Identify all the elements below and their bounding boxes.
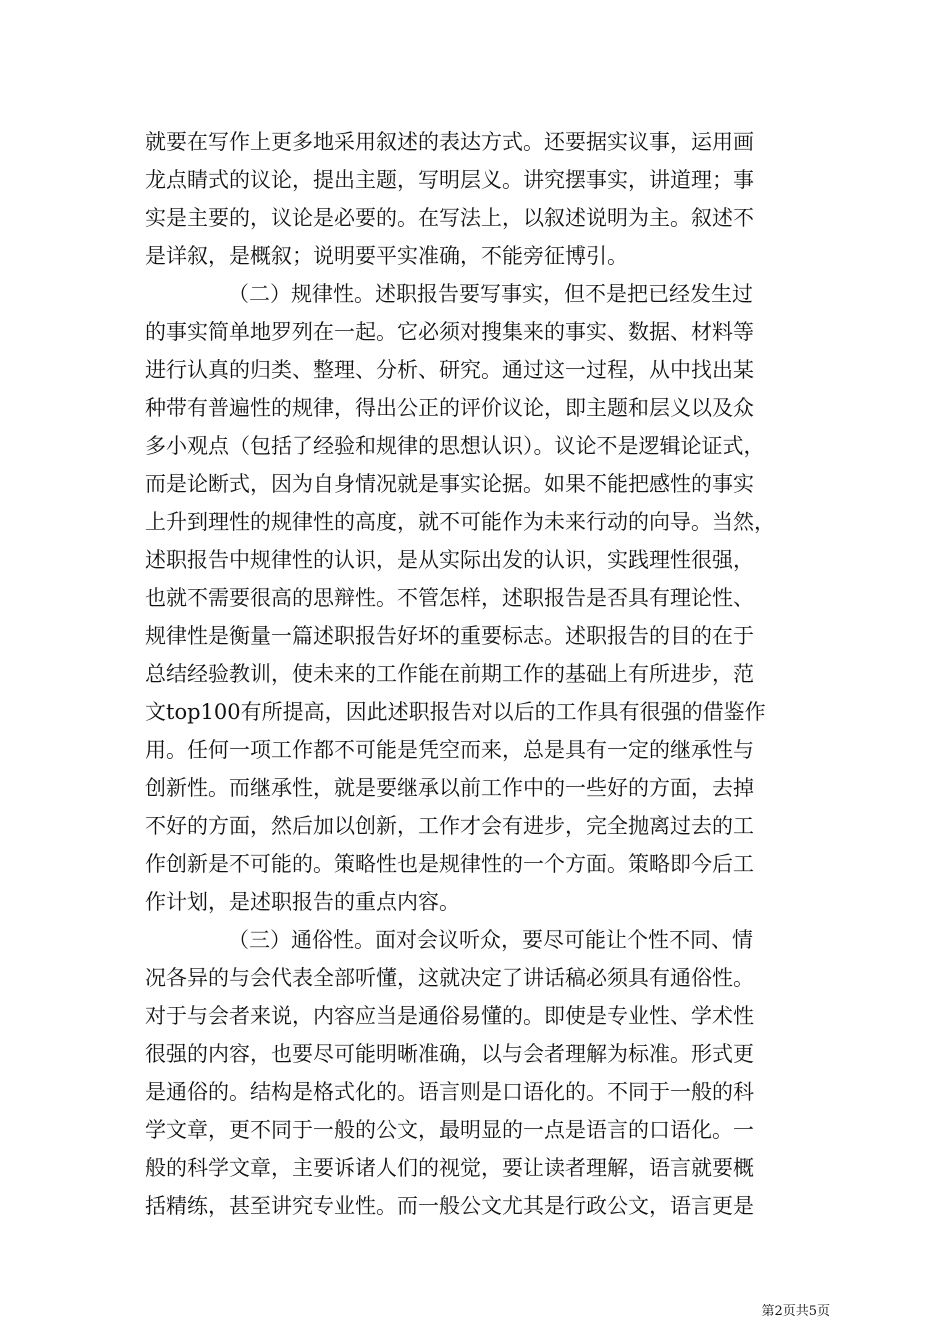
text-line: 不好的方面，然后加以创新，工作才会有进步，完全抛离过去的工: [145, 814, 754, 838]
text-line: 况各异的与会代表全部听懂，这就决定了讲话稿必须具有通俗性。: [145, 966, 754, 990]
text-line: 对于与会者来说，内容应当是通俗易懂的。即使是专业性、学术性: [145, 1004, 754, 1028]
text-line: 多小观点（包括了经验和规律的思想认识）。议论不是逻辑论证式，: [145, 434, 765, 458]
text-line: 种带有普遍性的规律，得出公正的评价议论，即主题和层义以及众: [145, 396, 754, 420]
text-line: （二）规律性。述职报告要写事实，但不是把已经发生过: [228, 282, 753, 306]
page-footer: 第2页共5页: [761, 1304, 830, 1319]
text-line: 作创新是不可能的。策略性也是规律性的一个方面。策略即今后工: [145, 852, 754, 876]
text-line: 实是主要的，议论是必要的。在写法上，以叙述说明为主。叙述不: [145, 206, 754, 230]
text-line: 的事实简单地罗列在一起。它必须对搜集来的事实、数据、材料等: [145, 320, 754, 344]
text-line: 规律性是衡量一篇述职报告好坏的重要标志。述职报告的目的在于: [145, 624, 754, 648]
text-line: 龙点睛式的议论，提出主题，写明层义。讲究摆事实，讲道理；事: [145, 168, 754, 192]
text-line: 是详叙，是概叙；说明要平实准确，不能旁征博引。: [145, 244, 628, 268]
text-line: 上升到理性的规律性的高度，就不可能作为未来行动的向导。当然，: [145, 510, 775, 534]
text-line: 用。任何一项工作都不可能是凭空而来，总是具有一定的继承性与: [145, 738, 754, 762]
text-line: 总结经验教训，使未来的工作能在前期工作的基础上有所进步，范: [145, 662, 754, 686]
text-line: 学文章，更不同于一般的公文，最明显的一点是语言的口语化。一: [145, 1118, 754, 1142]
text-line: 括精练，甚至讲究专业性。而一般公文尤其是行政公文，语言更是: [145, 1194, 754, 1218]
text-line: 文top100有所提高，因此述职报告对以后的工作具有很强的借鉴作: [145, 700, 766, 724]
text-line: 很强的内容，也要尽可能明晰准确，以与会者理解为标准。形式更: [145, 1042, 754, 1066]
text-line: 述职报告中规律性的认识，是从实际出发的认识，实践理性很强，: [145, 548, 754, 572]
text-line: 进行认真的归类、整理、分析、研究。通过这一过程，从中找出某: [145, 358, 754, 382]
text-line: 般的科学文章，主要诉诸人们的视觉，要让读者理解，语言就要概: [145, 1156, 754, 1180]
text-line: 作计划，是述职报告的重点内容。: [145, 890, 460, 914]
text-line: 创新性。而继承性，就是要继承以前工作中的一些好的方面，去掉: [145, 776, 754, 800]
text-line: 就要在写作上更多地采用叙述的表达方式。还要据实议事，运用画: [145, 130, 754, 154]
text-line: 是通俗的。结构是格式化的。语言则是口语化的。不同于一般的科: [145, 1080, 754, 1104]
text-line: 而是论断式，因为自身情况就是事实论据。如果不能把感性的事实: [145, 472, 754, 496]
text-line: （三）通俗性。面对会议听众，要尽可能让个性不同、情: [228, 928, 753, 952]
text-line: 也就不需要很高的思辩性。不管怎样，述职报告是否具有理论性、: [145, 586, 754, 610]
